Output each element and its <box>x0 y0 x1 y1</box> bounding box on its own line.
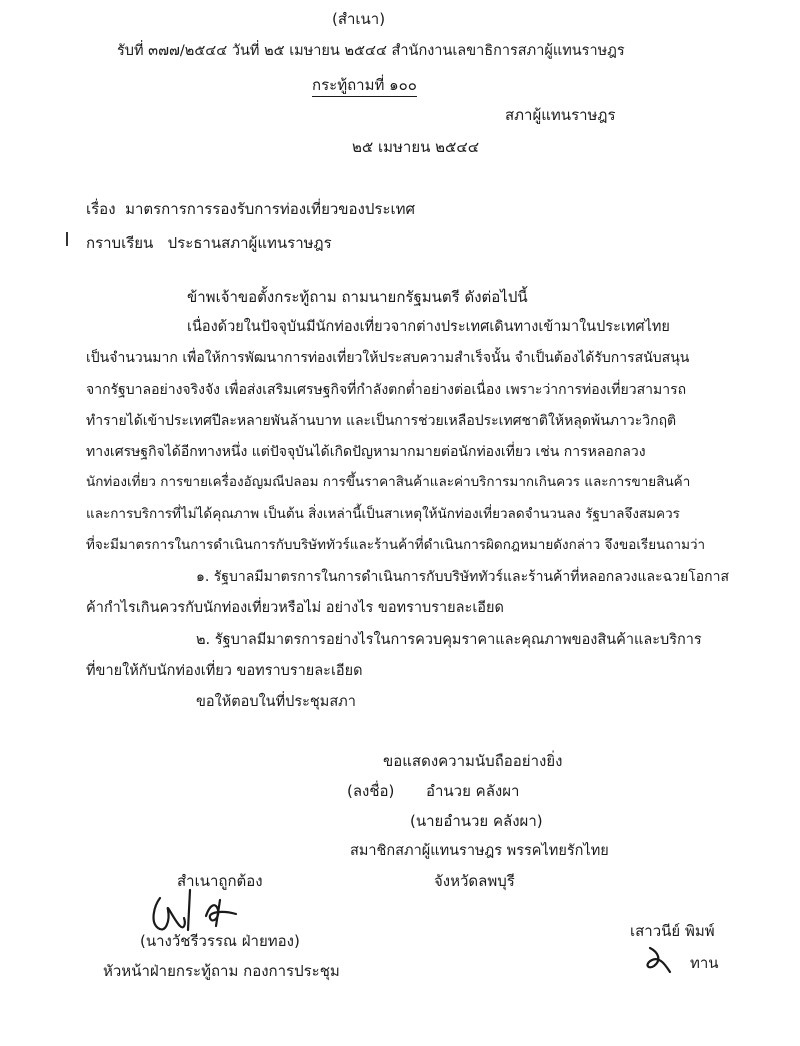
question-2-line-1: ๒. รัฐบาลมีมาตรการอย่างไรในการควบคุมราคาและคุณภาพของสินค้าและบริการ <box>196 632 702 648</box>
question-number: กระทู้ถามที่ ๑๐๐ <box>312 76 417 94</box>
proofreader-initials-icon <box>640 942 680 978</box>
recipient-text: ประธานสภาผู้แทนราษฎร <box>167 234 332 252</box>
typist-name: เสาวนีย์ พิมพ์ <box>630 922 715 940</box>
question-2-line-2: ที่ขายให้กับนักท่องเที่ยว ขอทราบรายละเอียด <box>86 663 363 679</box>
respect-line: ขอแสดงความนับถืออย่างยิ่ง <box>383 752 563 770</box>
signed-label: (ลงชื่อ) <box>347 782 395 800</box>
paragraph-line: นักท่องเที่ยว การขายเครื่องอัญมณีปลอม การขึ้นราคาสินค้าและค่าบริการมากเกินควร และการขายสินค้า <box>86 474 691 490</box>
certifier-signature-icon <box>140 880 270 940</box>
closing-request: ขอให้ตอบในที่ประชุมสภา <box>196 694 356 710</box>
recipient-label: กราบเรียน <box>86 234 154 252</box>
signed-name: อำนวย คลังผา <box>426 782 520 800</box>
origin-house: สภาผู้แทนราษฎร <box>505 106 616 124</box>
member-province: จังหวัดลพบุรี <box>434 872 515 890</box>
paragraph-line: และการบริการที่ไม่ได้คุณภาพ เป็นต้น สิ่งเหล่านี้เป็นสาเหตุให้นักท่องเที่ยวลดจำนวนลง รัฐบาลจึงสมควร <box>86 506 680 522</box>
document-date: ๒๕ เมษายน ๒๕๔๔ <box>352 138 480 156</box>
paragraph-line: เนื่องด้วยในปัจจุบันมีนักท่องเที่ยวจากต่างประเทศเดินทางเข้ามาในประเทศไทย <box>187 319 670 335</box>
subject-text: มาตรการการรองรับการท่องเที่ยวของประเทศ <box>125 200 416 218</box>
certifier-name: (นางวัชรีวรรณ ฝ่ายทอง) <box>140 932 300 950</box>
paragraph-line: ทำรายได้เข้าประเทศปีละหลายพันล้านบาท และเป็นการช่วยเหลือประเทศชาติให้หลุดพ้นภาวะวิกฤติ <box>86 413 677 429</box>
question-1-line-1: ๑. รัฐบาลมีมาตรการในการดำเนินการกับบริษัททัวร์และร้านค้าที่หลอกลวงและฉวยโอกาส <box>196 569 730 585</box>
subject-label: เรื่อง <box>86 200 116 218</box>
subject-line <box>86 202 415 217</box>
copy-mark: (สำเนา) <box>332 10 386 28</box>
margin-mark <box>66 232 68 246</box>
paragraph-line: ทางเศรษฐกิจได้อีกทางหนึ่ง แต่ปัจจุบันได้เกิดปัญหามากมายต่อนักท่องเที่ยว เช่น การหลอกลวง <box>86 444 646 460</box>
paragraph-line: จากรัฐบาลอย่างจริงจัง เพื่อส่งเสริมเศรษฐกิจที่กำลังตกต่ำอย่างต่อเนื่อง เพราะว่าการท่องเที่ยวสามารถ <box>86 382 687 398</box>
paragraph-line: ที่จะมีมาตรการในการดำเนินการกับบริษัททัวร์และร้านค้าที่ดำเนินการผิดกฎหมายดังกล่าว จึงขอเรียนถามว่า <box>86 537 706 553</box>
certifier-position: หัวหน้าฝ่ายกระทู้ถาม กองการประชุม <box>103 962 340 980</box>
proofread-label: ทาน <box>690 954 719 972</box>
certified-copy-label: สำเนาถูกต้อง <box>177 872 263 890</box>
printed-name: (นายอำนวย คลังผา) <box>410 812 543 830</box>
intro-line: ข้าพเจ้าขอตั้งกระทู้ถาม ถามนายกรัฐมนตรี ดังต่อไปนี้ <box>187 288 528 306</box>
paragraph-line: เป็นจำนวนมาก เพื่อให้การพัฒนาการท่องเที่ยวให้ประสบความสำเร็จนั้น จำเป็นต้องได้รับการสนับสนุน <box>86 350 690 366</box>
received-line: รับที่ ๓๗๗/๒๕๔๔ วันที่ ๒๕ เมษายน ๒๕๔๔ สำนักงานเลขาธิการสภาผู้แทนราษฎร <box>117 43 625 59</box>
question-1-line-2: ค้ากำไรเกินควรกับนักท่องเที่ยวหรือไม่ อย่างไร ขอทราบรายละเอียด <box>86 600 504 616</box>
recipient-line <box>86 236 332 251</box>
member-position: สมาชิกสภาผู้แทนราษฎร พรรคไทยรักไทย <box>350 843 609 859</box>
